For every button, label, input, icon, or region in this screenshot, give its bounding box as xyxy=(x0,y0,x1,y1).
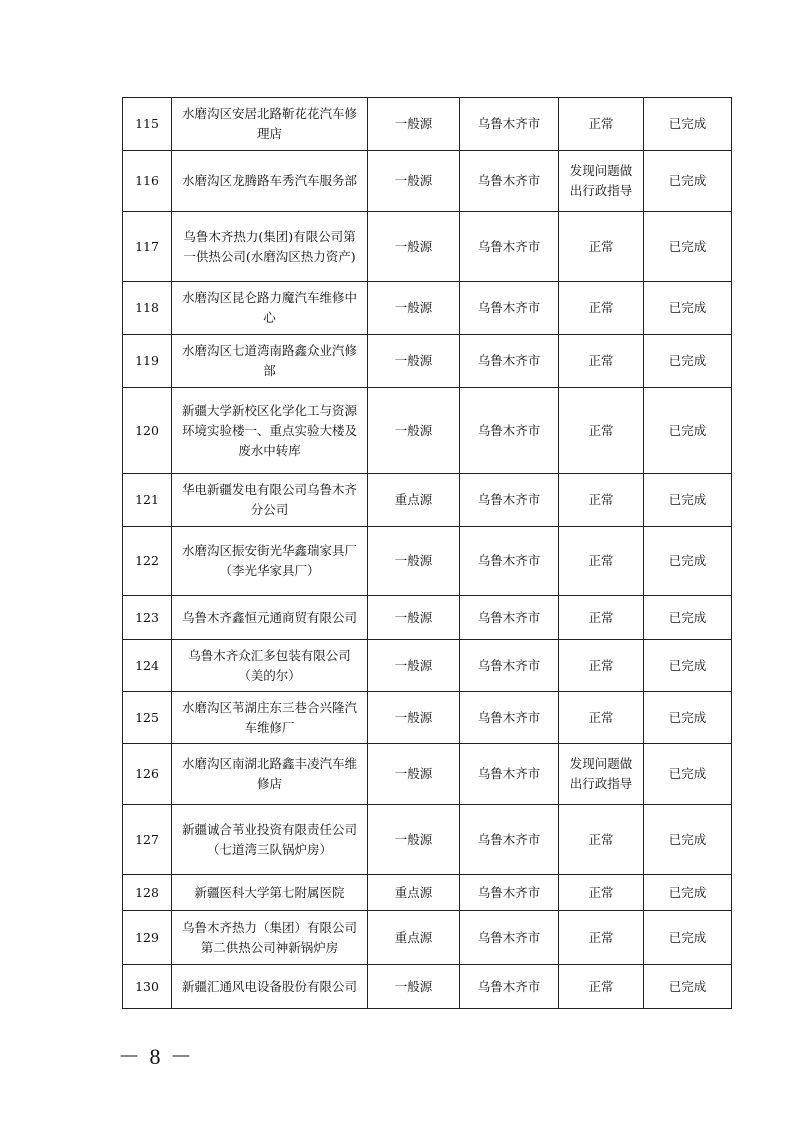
completion-status: 已完成 xyxy=(644,965,732,1009)
enterprise-name: 乌鲁木齐热力（集团）有限公司第二供热公司神新锅炉房 xyxy=(172,911,368,965)
table-row xyxy=(123,98,732,151)
region: 乌鲁木齐市 xyxy=(460,744,559,805)
inspection-status: 正常 xyxy=(559,596,644,640)
source-type: 一般源 xyxy=(368,596,460,640)
region: 乌鲁木齐市 xyxy=(460,596,559,640)
region: 乌鲁木齐市 xyxy=(460,805,559,875)
enterprise-name: 水磨沟区振安街光华鑫瑞家具厂（李光华家具厂） xyxy=(172,527,368,596)
table-row xyxy=(123,692,732,744)
region: 乌鲁木齐市 xyxy=(460,965,559,1009)
completion-status: 已完成 xyxy=(644,335,732,388)
table-row xyxy=(123,151,732,212)
region: 乌鲁木齐市 xyxy=(460,212,559,282)
table-row xyxy=(123,388,732,474)
region: 乌鲁木齐市 xyxy=(460,640,559,692)
row-number: 124 xyxy=(123,640,172,692)
source-type: 一般源 xyxy=(368,692,460,744)
completion-status: 已完成 xyxy=(644,911,732,965)
source-type: 一般源 xyxy=(368,744,460,805)
enterprise-name: 新疆大学新校区化学化工与资源环境实验楼一、重点实验大楼及废水中转库 xyxy=(172,388,368,474)
source-type: 重点源 xyxy=(368,911,460,965)
inspection-table-container xyxy=(122,97,707,1009)
enterprise-name: 新疆汇通风电设备股份有限公司 xyxy=(172,965,368,1009)
table-row xyxy=(123,474,732,527)
inspection-status: 正常 xyxy=(559,335,644,388)
inspection-status: 正常 xyxy=(559,875,644,911)
table-row xyxy=(123,282,732,335)
row-number: 129 xyxy=(123,911,172,965)
inspection-table xyxy=(122,97,732,1009)
inspection-status: 正常 xyxy=(559,692,644,744)
table-row xyxy=(123,527,732,596)
source-type: 一般源 xyxy=(368,527,460,596)
region: 乌鲁木齐市 xyxy=(460,911,559,965)
source-type: 重点源 xyxy=(368,875,460,911)
inspection-status: 发现问题做出行政指导 xyxy=(559,744,644,805)
region: 乌鲁木齐市 xyxy=(460,151,559,212)
inspection-status: 正常 xyxy=(559,388,644,474)
inspection-status: 正常 xyxy=(559,527,644,596)
inspection-status: 正常 xyxy=(559,911,644,965)
completion-status: 已完成 xyxy=(644,692,732,744)
completion-status: 已完成 xyxy=(644,527,732,596)
row-number: 126 xyxy=(123,744,172,805)
inspection-status: 发现问题做出行政指导 xyxy=(559,151,644,212)
row-number: 125 xyxy=(123,692,172,744)
source-type: 一般源 xyxy=(368,335,460,388)
region: 乌鲁木齐市 xyxy=(460,282,559,335)
completion-status: 已完成 xyxy=(644,596,732,640)
region: 乌鲁木齐市 xyxy=(460,474,559,527)
region: 乌鲁木齐市 xyxy=(460,98,559,151)
row-number: 123 xyxy=(123,596,172,640)
source-type: 一般源 xyxy=(368,965,460,1009)
inspection-status: 正常 xyxy=(559,474,644,527)
enterprise-name: 水磨沟区龙腾路车秀汽车服务部 xyxy=(172,151,368,212)
page-number: － 8 － xyxy=(118,1044,195,1069)
enterprise-name: 水磨沟区七道湾南路鑫众业汽修部 xyxy=(172,335,368,388)
inspection-status: 正常 xyxy=(559,282,644,335)
completion-status: 已完成 xyxy=(644,474,732,527)
row-number: 130 xyxy=(123,965,172,1009)
source-type: 一般源 xyxy=(368,388,460,474)
completion-status: 已完成 xyxy=(644,875,732,911)
table-row xyxy=(123,335,732,388)
source-type: 重点源 xyxy=(368,474,460,527)
row-number: 117 xyxy=(123,212,172,282)
row-number: 128 xyxy=(123,875,172,911)
row-number: 119 xyxy=(123,335,172,388)
enterprise-name: 水磨沟区安居北路靳花花汽车修理店 xyxy=(172,98,368,151)
region: 乌鲁木齐市 xyxy=(460,388,559,474)
source-type: 一般源 xyxy=(368,98,460,151)
table-row xyxy=(123,744,732,805)
table-row xyxy=(123,805,732,875)
completion-status: 已完成 xyxy=(644,640,732,692)
source-type: 一般源 xyxy=(368,805,460,875)
completion-status: 已完成 xyxy=(644,151,732,212)
source-type: 一般源 xyxy=(368,151,460,212)
enterprise-name: 乌鲁木齐热力(集团)有限公司第一供热公司(水磨沟区热力资产) xyxy=(172,212,368,282)
source-type: 一般源 xyxy=(368,640,460,692)
table-row xyxy=(123,911,732,965)
enterprise-name: 乌鲁木齐鑫恒元通商贸有限公司 xyxy=(172,596,368,640)
source-type: 一般源 xyxy=(368,282,460,335)
row-number: 127 xyxy=(123,805,172,875)
enterprise-name: 水磨沟区南湖北路鑫丰凌汽车维修店 xyxy=(172,744,368,805)
row-number: 116 xyxy=(123,151,172,212)
inspection-status: 正常 xyxy=(559,212,644,282)
table-row xyxy=(123,640,732,692)
table-row xyxy=(123,212,732,282)
row-number: 118 xyxy=(123,282,172,335)
region: 乌鲁木齐市 xyxy=(460,527,559,596)
region: 乌鲁木齐市 xyxy=(460,335,559,388)
enterprise-name: 水磨沟区昆仑路力魔汽车维修中心 xyxy=(172,282,368,335)
completion-status: 已完成 xyxy=(644,98,732,151)
enterprise-name: 新疆医科大学第七附属医院 xyxy=(172,875,368,911)
source-type: 一般源 xyxy=(368,212,460,282)
table-row xyxy=(123,875,732,911)
completion-status: 已完成 xyxy=(644,212,732,282)
row-number: 115 xyxy=(123,98,172,151)
enterprise-name: 华电新疆发电有限公司乌鲁木齐分公司 xyxy=(172,474,368,527)
inspection-status: 正常 xyxy=(559,98,644,151)
enterprise-name: 水磨沟区苇湖庄东三巷合兴隆汽车维修厂 xyxy=(172,692,368,744)
row-number: 122 xyxy=(123,527,172,596)
inspection-status: 正常 xyxy=(559,640,644,692)
completion-status: 已完成 xyxy=(644,744,732,805)
inspection-status: 正常 xyxy=(559,805,644,875)
row-number: 121 xyxy=(123,474,172,527)
inspection-status: 正常 xyxy=(559,965,644,1009)
enterprise-name: 乌鲁木齐众汇多包装有限公司（美的尔） xyxy=(172,640,368,692)
completion-status: 已完成 xyxy=(644,282,732,335)
region: 乌鲁木齐市 xyxy=(460,692,559,744)
enterprise-name: 新疆诚合苇业投资有限责任公司（七道湾三队锅炉房） xyxy=(172,805,368,875)
completion-status: 已完成 xyxy=(644,388,732,474)
completion-status: 已完成 xyxy=(644,805,732,875)
table-row xyxy=(123,596,732,640)
region: 乌鲁木齐市 xyxy=(460,875,559,911)
row-number: 120 xyxy=(123,388,172,474)
table-row xyxy=(123,965,732,1009)
